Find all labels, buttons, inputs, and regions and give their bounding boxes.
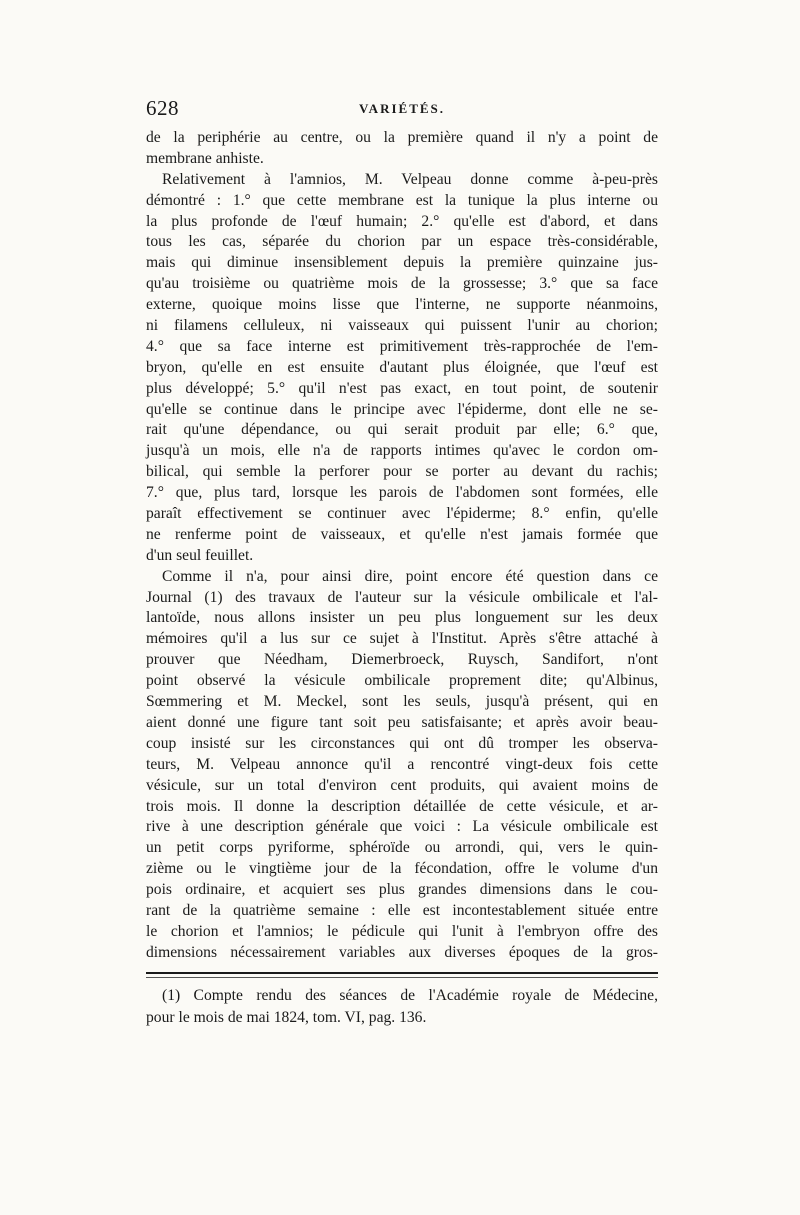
- page-number: 628: [146, 96, 179, 120]
- text-line: rant de la quatrième semaine : elle est incontestablement située entre: [146, 901, 658, 919]
- text-line: membrane anhiste.: [146, 149, 264, 167]
- text-line: externe, quoique moins lisse que l'interne, ne supporte néanmoins,: [146, 296, 658, 314]
- text-line: point observé la vésicule ombilicale proprement dite; qu'Albinus,: [146, 672, 658, 690]
- text-line: vésicule, sur un total d'environ cent produits, qui avaient moins de: [146, 776, 658, 794]
- text-line: Comme il n'a, pour ainsi dire, point encore été question dans ce: [162, 567, 658, 585]
- text-line: ne renferme point de vaisseaux, et qu'elle n'est jamais formée que: [146, 525, 658, 543]
- text-line: teurs, M. Velpeau annonce qu'il a rencontré vingt-deux fois cette: [146, 755, 658, 773]
- text-line: tous les cas, séparée du chorion par un espace très-considérable,: [146, 233, 658, 251]
- footnote: [146, 985, 658, 1029]
- text-line: d'un seul feuillet.: [146, 546, 254, 564]
- body-text: [146, 128, 658, 964]
- text-line: dimensions nécessairement variables aux diverses époques de la gros-: [146, 943, 658, 961]
- text-line: trois mois. Il donne la description détaillée de cette vésicule, et ar-: [146, 797, 658, 815]
- text-line: coup insisté sur les circonstances qui ont dû tromper les observa-: [146, 734, 658, 752]
- text-line: rait qu'une dépendance, ou qui serait produit par elle; 6.° que,: [146, 421, 658, 439]
- text-line: zième ou le vingtième jour de la fécondation, offre le volume d'un: [146, 860, 658, 878]
- running-title: VARIÉTÉS.: [358, 101, 446, 116]
- text-line: pois ordinaire, et acquiert ses plus grandes dimensions dans le cou-: [146, 881, 658, 899]
- text-line: la plus profonde de l'œuf humain; 2.° qu'elle est d'abord, et dans: [146, 212, 658, 230]
- text-line: Journal (1) des travaux de l'auteur sur la vésicule ombilicale et l'al-: [146, 588, 658, 606]
- text-line: lantoïde, nous allons insister un peu plus longuement sur les deux: [146, 609, 658, 627]
- text-line: aient donné une figure tant soit peu satisfaisante; et après avoir beau-: [146, 713, 658, 731]
- footnote-line: (1) Compte rendu des séances de l'Académie royale de Médecine,: [162, 987, 658, 1004]
- text-line: 7.° que, plus tard, lorsque les parois de l'abdomen sont formées, elle: [146, 484, 658, 502]
- text-line: ni filamens celluleux, ni vaisseaux qui puissent l'unir au chorion;: [146, 317, 658, 335]
- footnote-rule-thin: [146, 977, 658, 978]
- text-line: jusqu'à un mois, elle n'a de rapports intimes qu'avec le cordon om-: [146, 442, 658, 460]
- text-line: qu'au troisième ou quatrième mois de la grossesse; 3.° que sa face: [146, 275, 658, 293]
- text-line: Relativement à l'amnios, M. Velpeau donne comme à-peu-près: [162, 170, 658, 188]
- text-line: démontré : 1.° que cette membrane est la tunique la plus interne ou: [146, 191, 658, 209]
- text-line: mais qui diminue insensiblement depuis la première quinzaine jus-: [146, 254, 658, 272]
- text-line: le chorion et l'amnios; le pédicule qui l'unit à l'embryon offre des: [146, 922, 658, 940]
- text-line: plus développé; 5.° qu'il n'est pas exact, en tout point, de soutenir: [146, 379, 658, 397]
- footnote-rule: [146, 972, 658, 974]
- page-header: [146, 96, 658, 126]
- text-line: un petit corps pyriforme, sphéroïde ou arrondi, qui, vers le quin-: [146, 839, 658, 857]
- text-line: rive à une description générale que voici : La vésicule ombilicale est: [146, 818, 658, 836]
- text-line: de la periphérie au centre, ou la première quand il n'y a point de: [146, 129, 658, 146]
- text-line: 4.° que sa face interne est primitivement très-rapprochée de l'em-: [146, 337, 658, 355]
- text-line: bilical, qui semble la perforer pour se porter au devant du rachis;: [146, 463, 658, 481]
- text-line: qu'elle se continue dans le principe avec l'épiderme, dont elle ne se-: [146, 400, 658, 418]
- text-line: bryon, qu'elle en est ensuite d'autant plus éloignée, que l'œuf est: [146, 358, 658, 376]
- text-line: paraît effectivement se continuer avec l'épiderme; 8.° enfin, qu'elle: [146, 505, 658, 523]
- text-line: mémoires qu'il a lus sur ce sujet à l'Institut. Après s'être attaché à: [146, 630, 658, 648]
- text-line: Sœmmering et M. Meckel, sont les seuls, jusqu'à présent, qui en: [146, 693, 658, 711]
- text-line: prouver que Néedham, Diemerbroeck, Ruysch, Sandifort, n'ont: [146, 651, 658, 669]
- footnote-line: pour le mois de mai 1824, tom. VI, pag. 136.: [146, 1009, 427, 1026]
